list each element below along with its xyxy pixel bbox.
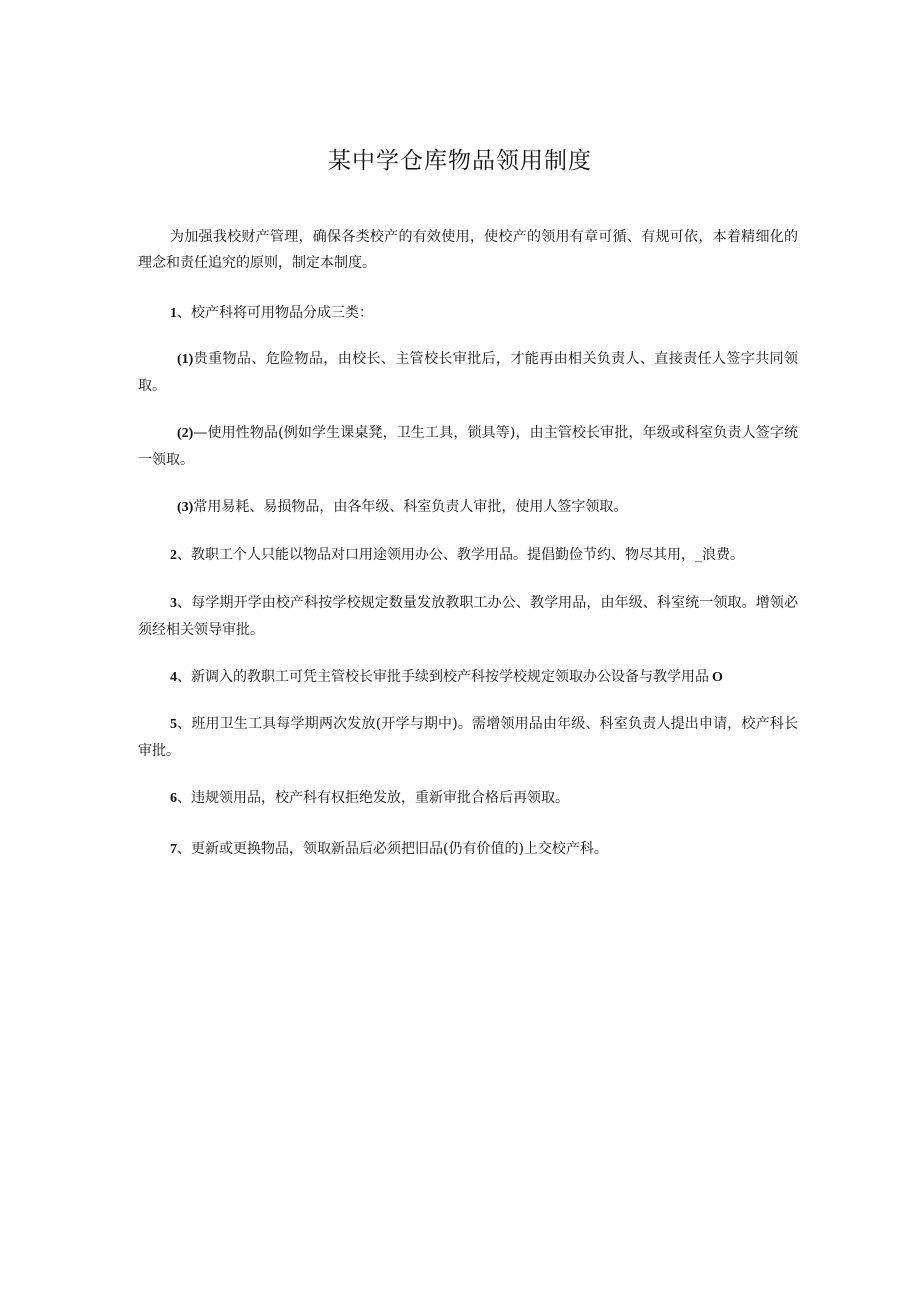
item-number: 4 bbox=[170, 670, 177, 685]
item-number: 7 bbox=[170, 842, 177, 857]
item-1 bbox=[138, 300, 798, 327]
item-number: (3) bbox=[177, 500, 194, 515]
item-text: —使用性物品(例如学生课桌凳，卫生工具，锁具等)，由主管校长审批，年级或科室负责人签字统一领取。 bbox=[138, 425, 798, 468]
item-3 bbox=[138, 590, 798, 643]
document-title: 某中学仓库物品领用制度 bbox=[328, 148, 592, 174]
item-1-sub-1 bbox=[138, 346, 798, 399]
item-5 bbox=[138, 711, 798, 764]
intro-text: 为加强我校财产管理，确保各类校产的有效使用，使校产的领用有章可循、有规可依，本着精细化的理念和责任追究的原则，制定本制度。 bbox=[138, 229, 798, 271]
item-text: 、每学期开学由校产科按学校规定数量发放教职工办公、教学用品，由年级、科室统一领取。增领必须经相关领导审批。 bbox=[138, 595, 798, 638]
item-text: 、新调入的教职工可凭主管校长审批手续到校产科按学校规定领取办公设备与教学用品 bbox=[177, 669, 709, 685]
item-suffix: O bbox=[712, 670, 723, 685]
item-text: 、教职工个人只能以物品对口用途领用办公、教学用品。提倡勤俭节约、物尽其用，_浪费。 bbox=[177, 547, 744, 563]
item-text: 、班用卫生工具每学期两次发放(开学与期中)。需增领用品由年级、科室负责人提出申请，校产科长审批。 bbox=[138, 716, 798, 759]
item-number: 1 bbox=[170, 306, 177, 321]
item-number: 2 bbox=[170, 548, 177, 563]
item-1-sub-2 bbox=[138, 420, 798, 473]
intro-paragraph bbox=[138, 224, 798, 276]
item-7 bbox=[138, 836, 798, 863]
item-text: 、更新或更换物品，领取新品后必须把旧品(仍有价值的)上交校产科。 bbox=[177, 841, 608, 857]
item-number: 5 bbox=[170, 717, 177, 732]
item-number: (2) bbox=[177, 426, 194, 441]
item-text: 、违规领用品，校产科有权拒绝发放，重新审批合格后再领取。 bbox=[177, 790, 569, 806]
item-number: 6 bbox=[170, 791, 177, 806]
item-6 bbox=[138, 785, 798, 812]
item-text: 、校产科将可用物品分成三类： bbox=[177, 305, 373, 321]
item-text: 常用易耗、易损物品，由各年级、科室负责人审批，使用人签字领取。 bbox=[193, 499, 628, 515]
item-number: 3 bbox=[170, 596, 177, 611]
item-number: (1) bbox=[177, 352, 194, 367]
item-1-sub-3 bbox=[138, 494, 798, 521]
item-text: 贵重物品、危险物品，由校长、主管校长审批后，才能再由相关负责人、直接责任人签字共同领取。 bbox=[138, 351, 798, 394]
item-4 bbox=[138, 664, 798, 691]
item-2 bbox=[138, 542, 798, 569]
